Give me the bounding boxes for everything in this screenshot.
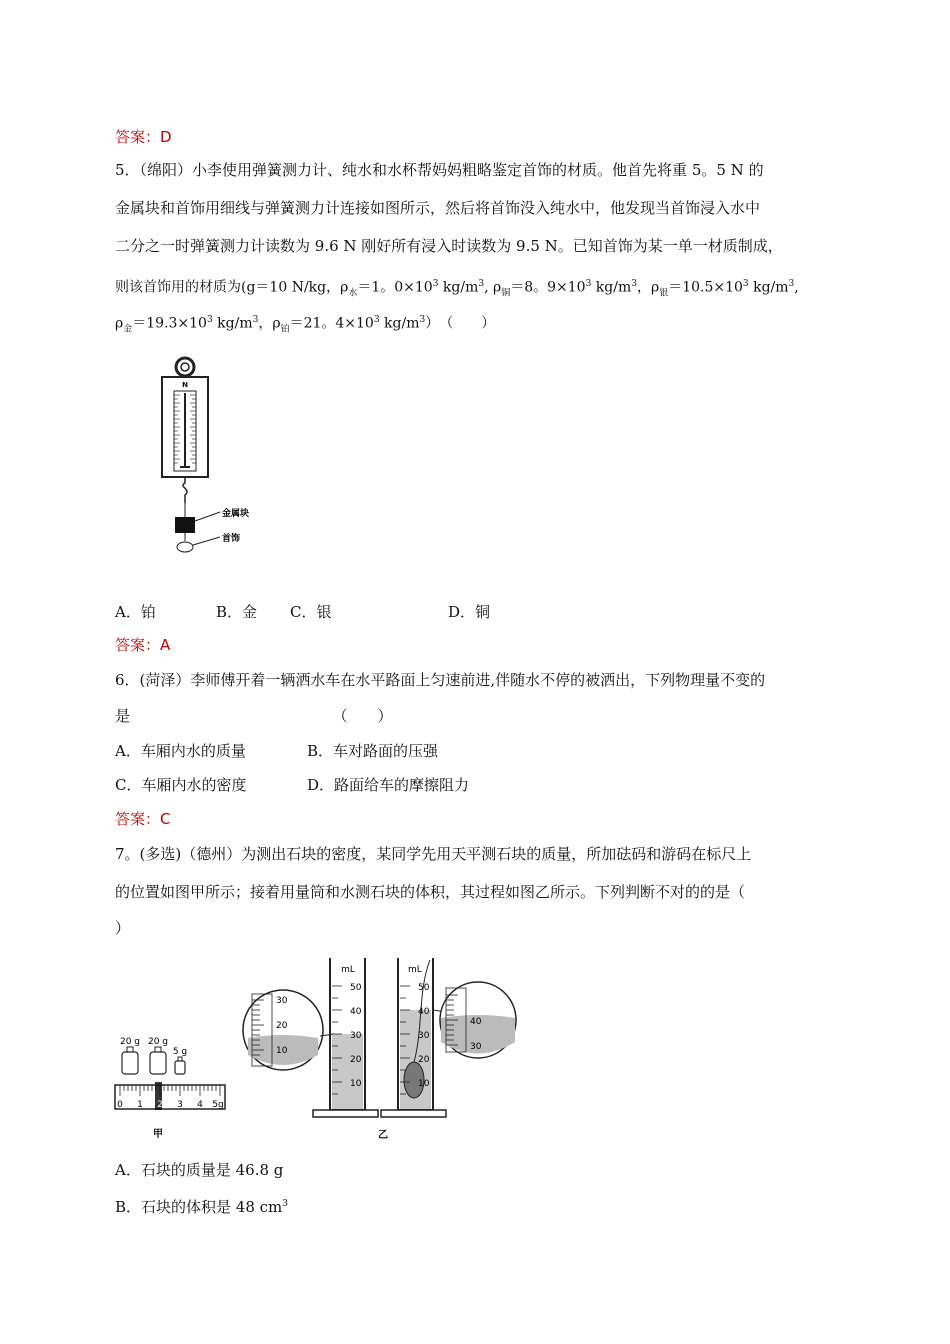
balance-weights-figure bbox=[110, 1030, 235, 1145]
answer-q4: 答案：D bbox=[115, 128, 172, 146]
q6-option-c: C．车厢内水的密度 bbox=[115, 776, 247, 794]
zoom-circle-left bbox=[243, 990, 323, 1070]
q7-line-3: ） bbox=[115, 919, 131, 937]
ruler-tick-2: 2 bbox=[157, 1100, 163, 1110]
metal-block bbox=[175, 517, 195, 533]
q5-option-c: C．银 bbox=[290, 603, 332, 621]
q7-option-b: B．石块的体积是 48 $cm^3$ bbox=[115, 1198, 289, 1216]
weight-label-3: 5 g bbox=[172, 1047, 188, 1057]
q7-line-1: 7。(多选)（德州）为测出石块的密度，某同学先用天平测石块的质量，所加砝码和游码在标尺上 bbox=[115, 845, 752, 863]
weight-20g-2 bbox=[150, 1047, 166, 1074]
ruler-tick-1: 1 bbox=[137, 1100, 143, 1110]
answer-q5: 答案：A bbox=[115, 636, 171, 654]
zoom-circle-right bbox=[440, 982, 516, 1058]
ruler-tick-0: 0 bbox=[117, 1100, 123, 1110]
q5-line-2: 金属块和首饰用细线与弹簧测力计连接如图所示，然后将首饰没入纯水中，他发现当首饰浸入水中 bbox=[115, 199, 761, 217]
cylinder-right bbox=[381, 958, 446, 1117]
weight-label-1: 20 g bbox=[119, 1037, 141, 1047]
label-metal-block: 金属块 bbox=[222, 509, 250, 519]
q6-option-d: D．路面给车的摩擦阻力 bbox=[307, 776, 470, 794]
zoom-left-tick-30: 30 bbox=[276, 996, 288, 1006]
label-jewelry: 首饰 bbox=[222, 534, 241, 544]
cyl-right-tick-50: 50 bbox=[418, 983, 430, 993]
q6-line-1: 6．(菏泽）李师傅开着一辆洒水车在水平路面上匀速前进,伴随水不停的被洒出，下列物理量不变的 bbox=[115, 671, 766, 689]
graduated-cylinder-figure bbox=[238, 950, 523, 1145]
cyl-right-tick-30: 30 bbox=[418, 1031, 430, 1041]
q7-option-a: A．石块的质量是 46.8 g bbox=[115, 1161, 284, 1179]
q5-line-5: $\rho_金=19.3\times 10^3$ $kg/m^3$，$\rho_铂=21$。$4\times 10^3$ $kg/m^3$） （ ） bbox=[115, 315, 496, 335]
figure-label-jia: 甲 bbox=[153, 1129, 163, 1140]
cyl-left-tick-50: 50 bbox=[350, 983, 362, 993]
q5-line-4: 则该首饰用的材质为(g＝10 N/kg，$\rho_水=1$。$0\times 10^3$ $kg/m^3$, $\rho_铜=8$。$9\times 10^3$ $kg/m^3$，$\rho_银=10.5\times 10^3$ $kg/m^3$, bbox=[115, 279, 799, 299]
spring-scale-figure bbox=[150, 355, 270, 560]
cyl-right-tick-20: 20 bbox=[418, 1055, 430, 1065]
weight-5g bbox=[175, 1057, 185, 1074]
ruler-tick-5: 5g bbox=[212, 1100, 224, 1110]
cyl-left-unit: mL bbox=[341, 965, 355, 975]
q6-option-b: B．车对路面的压强 bbox=[307, 742, 439, 760]
zoom-right-tick-30: 30 bbox=[470, 1042, 482, 1052]
answer-q6: 答案：C bbox=[115, 810, 171, 828]
cyl-left-tick-40: 40 bbox=[350, 1007, 362, 1017]
cyl-left-tick-10: 10 bbox=[350, 1079, 362, 1089]
figure-label-yi: 乙 bbox=[378, 1130, 388, 1141]
ruler-tick-3: 3 bbox=[177, 1100, 183, 1110]
cyl-left-tick-30: 30 bbox=[350, 1031, 362, 1041]
ruler-tick-4: 4 bbox=[197, 1100, 203, 1110]
q5-line-1: 5．（绵阳）小李使用弹簧测力计、纯水和水杯帮妈妈粗略鉴定首饰的材质。他首先将重 5。5 N 的 bbox=[115, 161, 764, 179]
scale-unit-label: N bbox=[182, 381, 188, 389]
weight-label-2: 20 g bbox=[147, 1037, 169, 1047]
q7-line-2: 的位置如图甲所示；接着用量筒和水测石块的体积，其过程如图乙所示。下列判断不对的的是（ bbox=[115, 883, 746, 901]
weight-20g-1 bbox=[122, 1047, 138, 1074]
cyl-left-tick-20: 20 bbox=[350, 1055, 362, 1065]
cyl-right-unit: mL bbox=[408, 965, 422, 975]
q6-option-a: A．车厢内水的质量 bbox=[115, 742, 246, 760]
ruler bbox=[115, 1085, 225, 1109]
q6-line-2: 是 （ ） bbox=[115, 707, 393, 725]
zoom-left-tick-20: 20 bbox=[276, 1021, 288, 1031]
q5-option-a: A．铂 bbox=[115, 603, 156, 621]
scale-hook bbox=[183, 477, 187, 503]
q5-option-b: B．金 bbox=[216, 603, 258, 621]
cyl-right-tick-40: 40 bbox=[418, 1007, 430, 1017]
q5-line-3: 二分之一时弹簧测力计读数为 9.6 N 刚好所有浸入时读数为 9.5 N。已知首饰为某一单一材质制成， bbox=[115, 237, 783, 255]
zoom-left-tick-10: 10 bbox=[276, 1046, 288, 1056]
scale-ring bbox=[176, 358, 194, 376]
cyl-right-tick-10: 10 bbox=[418, 1079, 430, 1089]
q5-option-d: D．铜 bbox=[448, 603, 491, 621]
jewelry bbox=[177, 542, 193, 552]
zoom-right-tick-40: 40 bbox=[470, 1017, 482, 1027]
